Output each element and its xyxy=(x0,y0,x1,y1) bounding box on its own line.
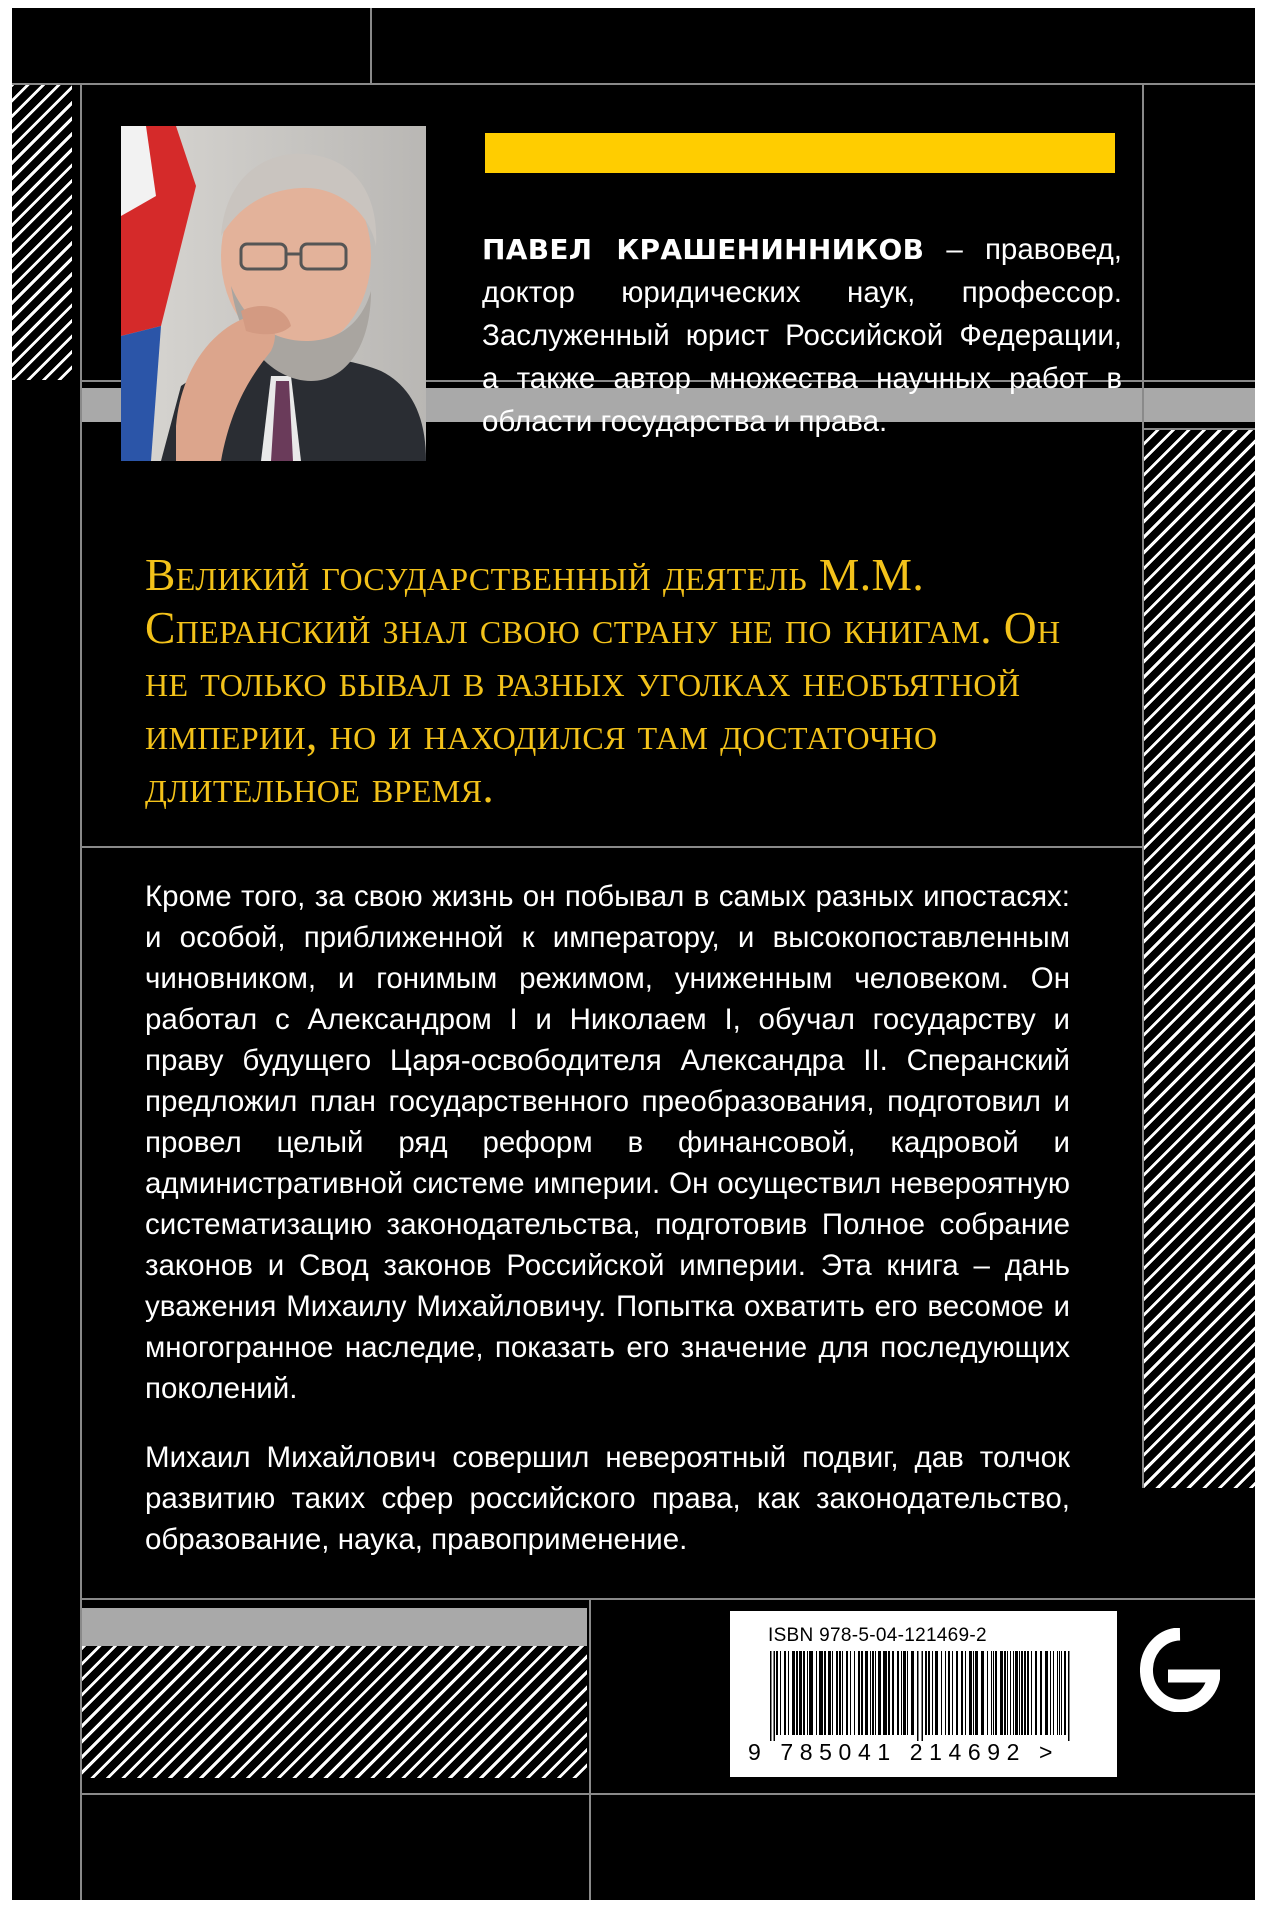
barcode-bar xyxy=(888,1651,890,1735)
barcode-bar xyxy=(824,1651,826,1735)
barcode-bar xyxy=(1027,1651,1029,1735)
barcode-bar xyxy=(858,1651,860,1735)
barcode-bar xyxy=(975,1651,978,1735)
barcode-bar xyxy=(903,1651,906,1735)
barcode-bar xyxy=(1019,1651,1020,1735)
barcode-bar xyxy=(807,1651,808,1735)
barcode-bar xyxy=(1021,1651,1023,1735)
barcode-bar xyxy=(922,1651,924,1741)
barcode-bar xyxy=(965,1651,966,1735)
barcode-bar xyxy=(861,1651,863,1735)
barcode-bar xyxy=(952,1651,953,1735)
barcode-bar xyxy=(784,1651,786,1735)
grid-line xyxy=(1142,83,1144,1488)
barcode-bar xyxy=(1007,1651,1008,1735)
barcode-bar xyxy=(865,1651,868,1735)
grid-line xyxy=(1142,428,1255,430)
barcode-bar xyxy=(932,1651,933,1735)
barcode-bar xyxy=(836,1651,838,1735)
grid-line xyxy=(80,83,82,1900)
barcode-bar xyxy=(828,1651,831,1735)
barcode-bar xyxy=(842,1651,843,1735)
barcode-bar xyxy=(892,1651,894,1735)
description-paragraph-2: Михаил Михайлович совершил невероятный подвиг, дав толчок развитию таких сфер российского права, как законодательство, образование, наука, правоприменение. xyxy=(145,1441,1070,1556)
barcode-bar xyxy=(796,1651,798,1735)
barcode-bar xyxy=(872,1651,874,1735)
barcode-bar xyxy=(1015,1651,1018,1735)
author-bio xyxy=(482,228,1122,443)
barcode-bar xyxy=(854,1651,855,1735)
grid-line xyxy=(82,1598,1255,1600)
barcode-bar xyxy=(1004,1651,1006,1735)
barcode-bar xyxy=(1000,1651,1003,1735)
barcode-bar xyxy=(839,1651,841,1735)
barcode-bar xyxy=(901,1651,902,1735)
barcode-bar xyxy=(941,1651,942,1735)
barcode-bar xyxy=(973,1651,974,1735)
barcode-bar xyxy=(1031,1651,1032,1735)
author-photo xyxy=(121,126,426,461)
barcode-bar xyxy=(956,1651,958,1735)
eksmo-logo-icon xyxy=(1140,1628,1220,1712)
barcode-bar xyxy=(995,1651,997,1735)
barcode-bar xyxy=(993,1651,994,1735)
barcode-bar xyxy=(816,1651,817,1735)
barcode-bar xyxy=(917,1651,919,1741)
barcode-bar xyxy=(1059,1651,1060,1735)
barcode-bar xyxy=(1057,1651,1058,1735)
barcode-bar xyxy=(981,1651,984,1735)
barcode-bar xyxy=(911,1651,914,1735)
barcode-bar xyxy=(780,1651,781,1735)
barcode-bar xyxy=(870,1651,871,1735)
barcode-bar xyxy=(878,1651,881,1735)
barcode-bar xyxy=(799,1651,802,1735)
barcode-bar xyxy=(1024,1651,1026,1735)
gray-bar-lower xyxy=(82,1608,587,1646)
barcode-bar xyxy=(770,1651,772,1741)
description-paragraph-1: Кроме того, за свою жизнь он побывал в самых разных ипостасях: и особой, приближенной к императору, и высокопоставленным чиновником, и гонимым режимом, униженным человеком. Он работал с Александром I и Николаем I, обучал государству и праву будущего Царя-освободителя Александра II. Сперанский предложил план государственного преобразования, подготовил и провел целый ряд реформ в финансовой, кадровой и административной системе империи. Он осуществил невероятную систематизацию законодательства, подготовив Полное собрание законов и Свод законов Российской империи. Эта книга – дань уважения Михаилу Михайловичу. Попытка охватить его весомое и многогранное наследие, показать его значение для последующих поколений. xyxy=(145,880,1070,1405)
hatch-panel-left-bottom xyxy=(82,1646,587,1778)
hatch-panel-left-top xyxy=(12,83,72,380)
hatch-panel-right-middle xyxy=(1142,428,1255,1488)
barcode-bar xyxy=(945,1651,946,1735)
barcode-bar xyxy=(991,1651,992,1735)
barcode-bar xyxy=(897,1651,899,1735)
barcode-bar xyxy=(850,1651,851,1735)
accent-bar xyxy=(485,133,1115,173)
author-name: ПАВЕЛ КРАШЕНИННИКОВ xyxy=(482,233,925,266)
barcode-bar xyxy=(928,1651,930,1735)
barcode-bar xyxy=(846,1651,848,1735)
ean-digits: 9 785041 214692 > xyxy=(748,1739,1060,1765)
barcode-bar xyxy=(969,1651,972,1735)
barcode-bar xyxy=(819,1651,823,1735)
barcode-bar xyxy=(788,1651,789,1735)
barcode-bar xyxy=(875,1651,876,1735)
barcode-bar xyxy=(987,1651,988,1735)
author-bio-text: – правовед, доктор юридических наук, профессор. Заслуженный юрист Российской Федерации, а также автор множества научных работ в области государства и права. xyxy=(482,233,1122,438)
barcode-icon xyxy=(770,1651,1070,1741)
barcode-bar xyxy=(1050,1651,1051,1735)
barcode-bar xyxy=(1045,1651,1048,1735)
barcode-bar xyxy=(948,1651,950,1735)
barcode-bar xyxy=(1068,1651,1070,1741)
grid-line xyxy=(82,846,1144,848)
barcode-bar xyxy=(935,1651,938,1735)
barcode-bar xyxy=(1040,1651,1042,1735)
barcode-bar xyxy=(1010,1651,1011,1735)
barcode-bar xyxy=(832,1651,833,1735)
barcode-bar xyxy=(1053,1651,1054,1735)
barcode-bar xyxy=(803,1651,805,1735)
barcode-bar xyxy=(925,1651,927,1735)
grid-line xyxy=(589,1598,591,1900)
grid-line xyxy=(12,83,1255,85)
barcode-bar xyxy=(776,1651,778,1735)
barcode-box xyxy=(730,1611,1117,1777)
barcode-bar xyxy=(907,1651,908,1735)
barcode-bar xyxy=(774,1651,776,1741)
barcode-bar xyxy=(1064,1651,1066,1735)
barcode-bar xyxy=(1013,1651,1014,1735)
barcode-bar xyxy=(961,1651,963,1735)
barcode-bar xyxy=(883,1651,887,1735)
isbn-label: ISBN 978-5-04-121469-2 xyxy=(768,1625,987,1646)
author-portrait-icon xyxy=(121,126,426,461)
book-quote: Великий государственный деятель М.М. Сперанский знал свою страну не по книгам. Он не только бывал в разных уголках необъятной империи, но и находился там достаточно длительное время. xyxy=(145,549,1061,812)
barcode-bar xyxy=(1061,1651,1062,1735)
grid-line xyxy=(370,8,372,83)
barcode-bar xyxy=(1035,1651,1037,1735)
barcode-bar xyxy=(809,1651,813,1735)
barcode-bar xyxy=(792,1651,795,1735)
grid-line xyxy=(82,1793,1255,1795)
book-back-cover xyxy=(12,8,1255,1900)
